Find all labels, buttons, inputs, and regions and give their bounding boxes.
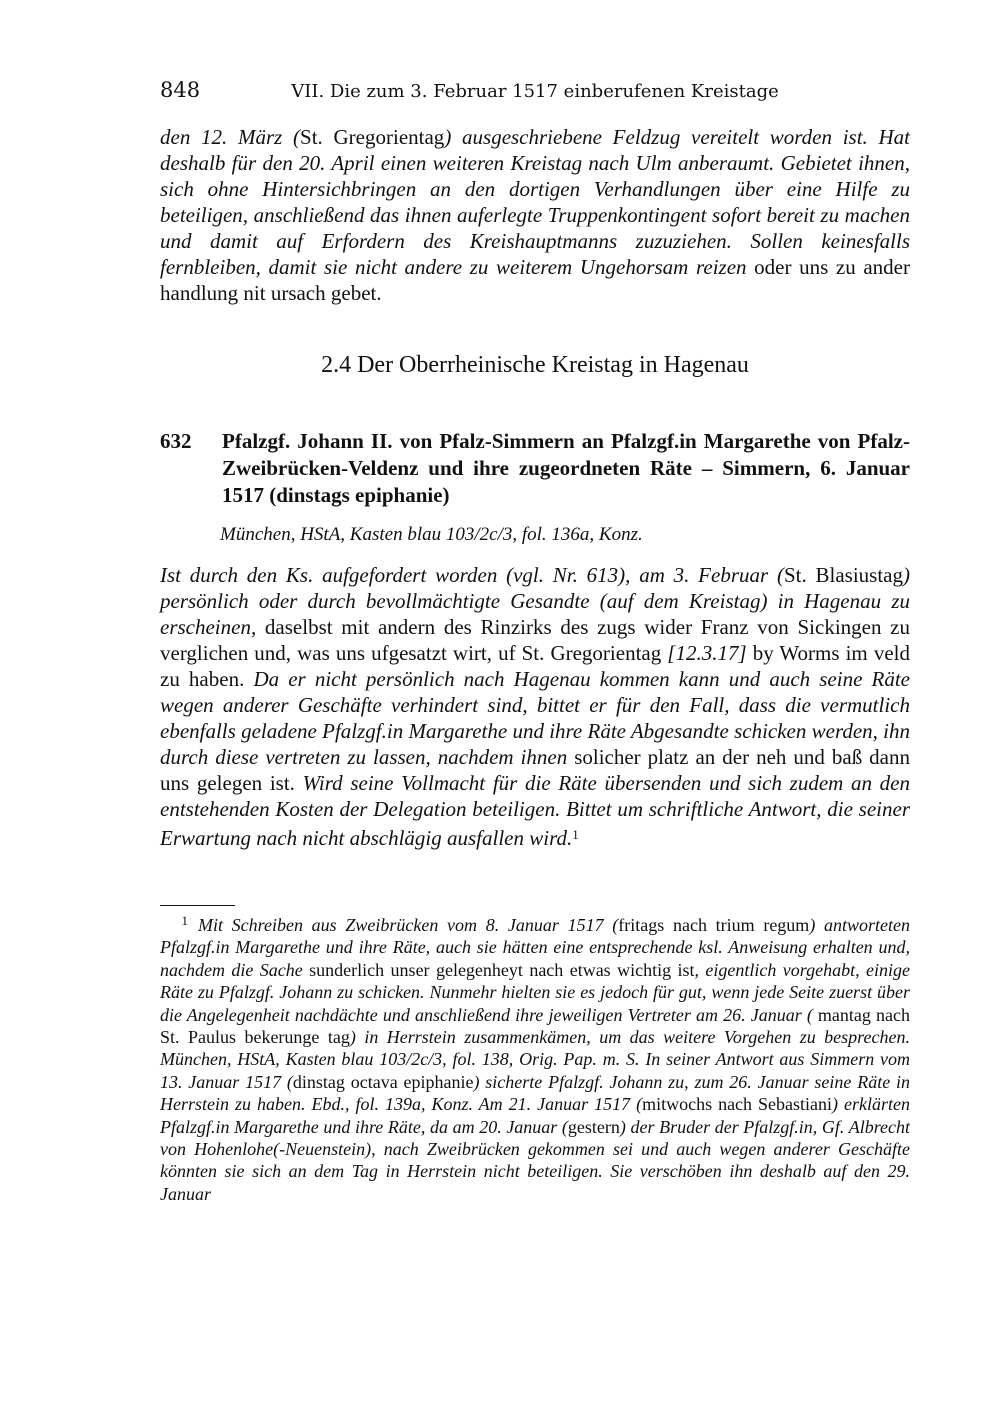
italic-text: Mit Schreiben aus Zweibrücken vom 8. Januar 1517 (: [198, 915, 619, 935]
italic-text: ) ausgeschriebene Feldzug vereitelt worden ist. Hat deshalb für den 20. April einen weiteren Kreistag nach Ulm anberaumt. Gebietet ihnen, sich ohne Hintersichbringen an den dortigen Verhandlungen über eine Hilfe zu beteiligen, anschließend das ihnen auferlegte Truppenkontingent sofort bereit zu machen und damit auf Erfordern des Kreishauptmanns zuzuziehen. Sollen keinesfalls fernbleiben, damit sie nicht andere zu weiterem Ungehorsam reizen: [160, 125, 911, 279]
date-note: [12.3.17]: [667, 641, 747, 665]
source-quote: daselbst mit andern des Rinzirks des zugs wider Franz von Sickingen zu verglichen und, was uns ufgesatzt wirt, uf St. Gregorientag: [160, 615, 910, 665]
italic-text: ) in Herrstein zusammenkämen, um das weitere Vorgehen zu besprechen. München, HStA, Kasten blau 103/2c/3, fol. 138, Orig. Pap. m. S. In seiner Antwort aus Simmern vom 13. Januar 1517 (: [160, 1027, 910, 1092]
source-quote: oder uns zu ander handlung nit ursach gebet.: [160, 255, 910, 305]
document-number: 632: [160, 429, 192, 453]
regest-text-block: [160, 562, 910, 851]
source-quote: fritags nach trium regum: [618, 915, 810, 935]
italic-text: ) antworteten Pfalzgf.in Margarethe und ihre Räte, auch sie hätten eine entsprechende ksl. Anweisung erhalten und, nachdem die Sache: [160, 915, 910, 980]
source-quote: dinstag octava epiphanie: [292, 1071, 474, 1092]
source-quote: St. Gregorientag: [300, 125, 445, 149]
italic-text: Wird seine Vollmacht für die Räte übersenden und sich zudem an den entstehenden Kosten der Delegation beteiligen. Bittet um schriftliche Antwort, die seiner Erwartung nach nicht abschlägig ausfallen wird.: [160, 771, 910, 850]
source-quote: mantag nach St. Paulus bekerunge tag: [160, 1004, 910, 1048]
source-quote: gestern: [567, 1116, 620, 1137]
italic-text: Ist durch den Ks. aufgefordert worden (vgl. Nr. 613), am 3. Februar (: [160, 563, 784, 587]
italic-text: , eigentlich vorgehabt, einige Räte zu Pfalzgf. Johann zu schicken. Nunmehr hielten sie es jedoch für gut, wenn jede Seite zuerst über die Angelegenheit nachdächte und anschließend ihre jeweiligen Vertreter am 26. Januar (: [160, 959, 910, 1025]
italic-text: ) persönlich oder durch bevollmächtigte Gesandte (auf dem Kreistag) in Hagenau zu erscheinen,: [160, 563, 910, 639]
running-head: [160, 78, 910, 108]
footnote-block: [160, 910, 910, 1205]
source-quote: St. Blasiustag: [783, 563, 903, 587]
document-title: Pfalzgf. Johann II. von Pfalz-Simmern an Pfalzgf.in Margarethe von Pfalz-Zweibrücken-Veldenz und ihre zugeordneten Räte – Simmern, 6. Januar 1517 (dinstags epiphanie): [222, 429, 910, 507]
section-heading: 2.4 Der Oberrheinische Kreistag in Hagenau: [321, 352, 749, 378]
italic-text: ) sicherte Pfalzgf. Johann zu, zum 26. Januar seine Räte in Herrstein zu haben. Ebd., fol. 139a, Konz. Am 21. Januar 1517 (: [160, 1071, 910, 1115]
continued-paragraph: [160, 124, 910, 306]
italic-text: Da er nicht persönlich nach Hagenau kommen kann und auch seine Räte wegen anderer Geschäfte verhindert sind, bittet er für den Fall, dass die vermutlich ebenfalls geladene Pfalzgf.in Margarethe und ihre Räte Abgesandte schicken werden, ihn durch diese vertreten zu lassen, nachdem ihnen: [160, 667, 911, 769]
source-quote: solicher platz an der neh und baß dann uns gelegen ist.: [160, 745, 910, 795]
italic-text: ) erklärten Pfalzgf.in Margarethe und ihre Räte, da am 20. Januar (: [160, 1094, 910, 1137]
footnote-number: 1: [181, 913, 188, 928]
page-number: 848: [160, 78, 201, 102]
italic-text: den 12. März (: [160, 125, 301, 149]
regest-paragraph: [160, 562, 910, 851]
running-title: VII. Die zum 3. Februar 1517 einberufenen Kreistage: [291, 81, 779, 102]
source-quote: mitwochs nach Sebastiani: [642, 1094, 833, 1115]
source-quote: by Worms im veld zu haben.: [160, 641, 910, 691]
footnote-separator: [160, 905, 235, 906]
italic-text: ) der Bruder der Pfalzgf.in, Gf. Albrecht von Hohenlohe(-Neuenstein), nach Zweibrücken gekommen sei und auch wegen anderer Geschäfte könnten sie sich an dem Tag in Herrstein nicht beteiligen. Sie verschöben ihn deshalb auf den 29. Januar: [160, 1116, 911, 1204]
footnote-1: [160, 910, 910, 1205]
footnote-reference[interactable]: 1: [572, 827, 579, 842]
source-quote: sunderlich unser gelegenheyt nach etwas wichtig ist: [302, 959, 695, 980]
archival-source: München, HStA, Kasten blau 103/2c/3, fol. 136a, Konz.: [220, 524, 643, 545]
continued-text-block: [160, 124, 910, 306]
